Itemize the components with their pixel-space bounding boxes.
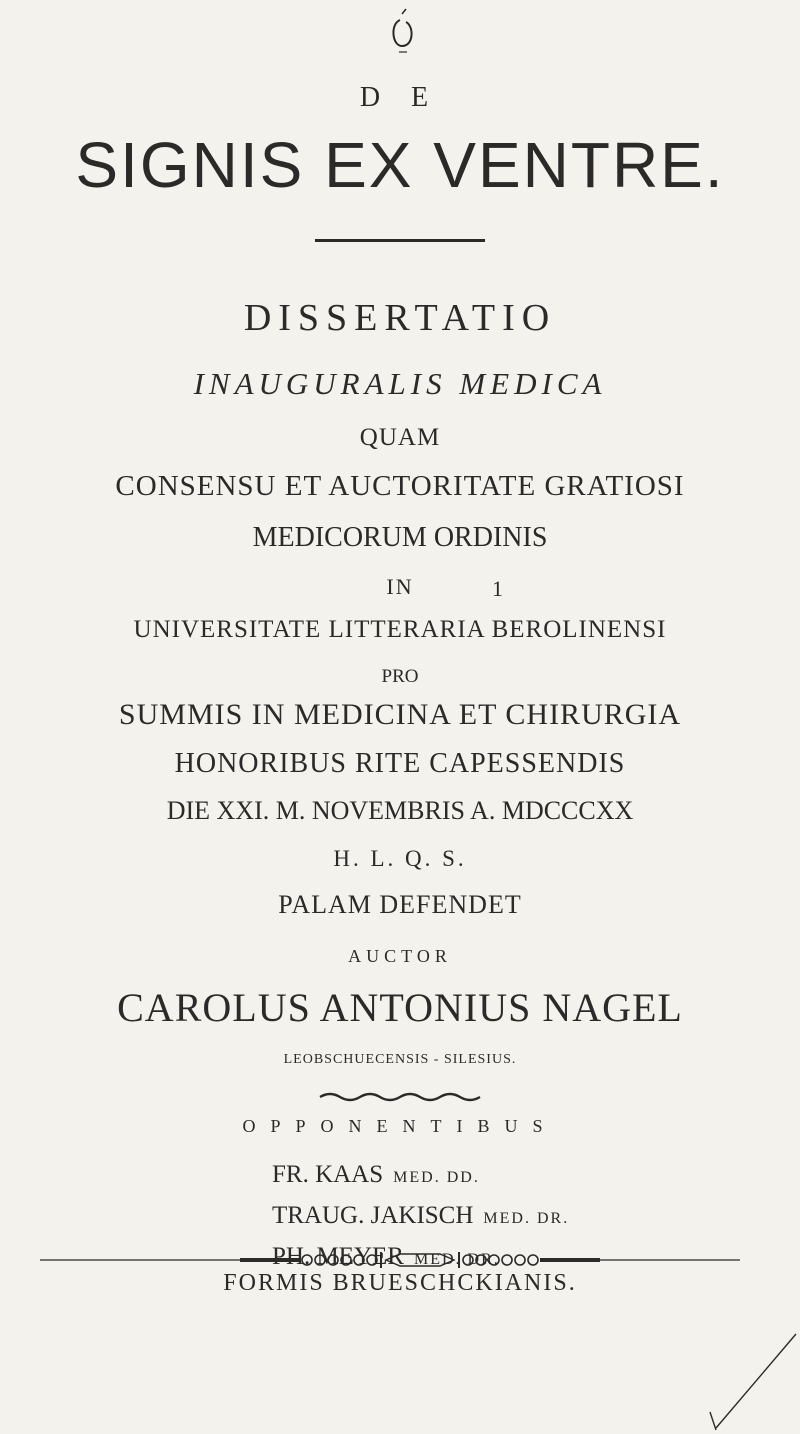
- quam-line: QUAM: [359, 424, 441, 451]
- hlqs-line: H. L. Q. S.: [333, 846, 467, 871]
- consensu-line: CONSENSU ET AUCTORITATE GRATIOSI: [115, 470, 685, 502]
- opponentibus-label: OPPONENTIBUS: [242, 1116, 558, 1136]
- title-rule: [315, 239, 485, 242]
- dissertatio-heading: DISSERTATIO: [243, 297, 557, 339]
- opponent-degree: MED. DR.: [483, 1210, 570, 1227]
- university-line: UNIVERSITATE LITTERARIA BEROLINENSI: [133, 616, 667, 643]
- corner-pen-stroke: [670, 1330, 800, 1434]
- palam-line: PALAM DEFENDET: [278, 890, 522, 919]
- opponent-item: [272, 1197, 569, 1238]
- main-title: SIGNIS EX VENTRE.: [75, 129, 725, 201]
- subtitle: INAUGURALIS MEDICA: [193, 366, 607, 401]
- ornamental-rule: [40, 1248, 760, 1270]
- summis-line: SUMMIS IN MEDICINA ET CHIRURGIA: [118, 698, 682, 731]
- in-line: IN: [386, 574, 414, 599]
- stray-mark: 1: [492, 576, 503, 601]
- author-name: CAROLUS ANTONIUS NAGEL: [117, 985, 683, 1030]
- preposition-de: D E: [359, 82, 441, 113]
- handwritten-mark: [372, 6, 432, 66]
- opponent-name: FR. KAAS: [272, 1161, 384, 1188]
- opponent-degree: MED. DR.: [413, 1251, 500, 1268]
- auctor-label: AUCTOR: [348, 946, 452, 966]
- opponent-name: TRAUG. JAKISCH: [272, 1202, 474, 1229]
- wavy-rule: [318, 1090, 482, 1102]
- opponent-item: [272, 1156, 569, 1197]
- date-line: DIE XXI. M. NOVEMBRIS A. MDCCCXX: [166, 796, 634, 825]
- ordinis-line: MEDICORUM ORDINIS: [252, 522, 548, 553]
- printer-line: FORMIS BRUESCHCKIANIS.: [223, 1270, 577, 1296]
- author-origin: LEOBSCHUECENSIS - SILESIUS.: [283, 1052, 517, 1067]
- opponent-name: PH. MEYER: [272, 1243, 404, 1270]
- honoribus-line: HONORIBUS RITE CAPESSENDIS: [174, 748, 626, 779]
- opponent-degree: MED. DD.: [393, 1169, 480, 1186]
- pro-line: PRO: [381, 666, 419, 687]
